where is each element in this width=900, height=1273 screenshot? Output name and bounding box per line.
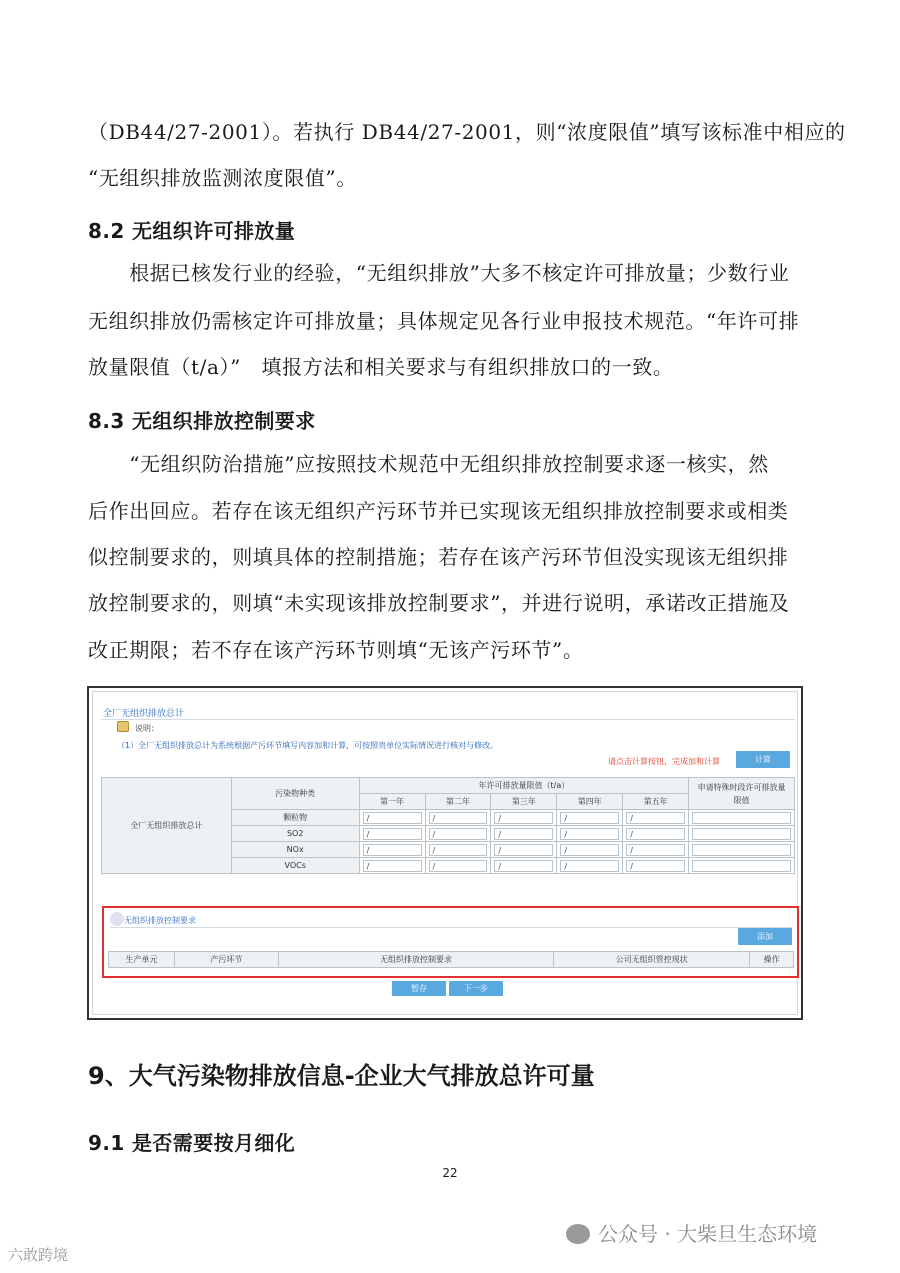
special-period-header: 申请特殊时段许可排放量限值 bbox=[689, 778, 795, 810]
row-header-total: 全厂无组织排放总计 bbox=[102, 778, 232, 874]
calc-hint: 请点击计算按钮，完成加和计算 bbox=[608, 757, 720, 766]
paragraph-line: 后作出回应。若存在该无组织产污环节并已实现该无组织排放控制要求或相类 bbox=[88, 499, 789, 523]
year-header: 第五年 bbox=[623, 794, 689, 810]
section-heading-9: 9、大气污染物排放信息-企业大气排放总许可量 bbox=[88, 1062, 595, 1090]
year-input[interactable]: / bbox=[363, 860, 422, 872]
control-section-title: 无组织排放控制要求 bbox=[124, 916, 196, 925]
annual-limit-header: 年许可排放量限值（t/a） bbox=[359, 778, 689, 794]
title-divider bbox=[101, 719, 795, 720]
paragraph-line: （DB44/27-2001）。若执行 DB44/27-2001，则“浓度限值”填写该标准中相应的 bbox=[88, 120, 846, 144]
paragraph-line: 无组织排放仍需核定许可排放量；具体规定见各行业申报技术规范。“年许可排 bbox=[88, 309, 800, 333]
add-button[interactable]: 添加 bbox=[738, 928, 792, 945]
year-input[interactable]: / bbox=[626, 860, 685, 872]
embedded-form-screenshot bbox=[87, 686, 803, 1020]
column-header: 生产单元 bbox=[109, 952, 175, 968]
paragraph-line: “无组织排放监测浓度限值”。 bbox=[88, 166, 357, 190]
page-number: 22 bbox=[442, 1166, 458, 1180]
paragraph-line: 根据已核发行业的经验，“无组织排放”大多不核定许可排放量；少数行业 bbox=[88, 261, 790, 285]
year-input[interactable]: / bbox=[626, 844, 685, 856]
year-input[interactable]: / bbox=[560, 828, 619, 840]
section-heading-8-3: 8.3 无组织排放控制要求 bbox=[88, 409, 316, 433]
note-text: （1）全厂无组织排放总计为系统根据产污环节填写内容加和计算，可按照贵单位实际情况进行核对与修改。 bbox=[117, 741, 499, 750]
year-header: 第二年 bbox=[425, 794, 491, 810]
wechat-watermark bbox=[566, 1218, 817, 1247]
special-input[interactable] bbox=[692, 828, 791, 840]
paragraph-line: 放控制要求的，则填“未实现该排放控制要求”，并进行说明，承诺改正措施及 bbox=[88, 591, 790, 615]
year-input[interactable]: / bbox=[626, 812, 685, 824]
column-header: 公司无组织管控现状 bbox=[554, 952, 750, 968]
pollutant-label: SO2 bbox=[231, 826, 359, 842]
year-input[interactable]: / bbox=[560, 812, 619, 824]
save-draft-button[interactable]: 暂存 bbox=[392, 981, 446, 996]
year-input[interactable]: / bbox=[363, 812, 422, 824]
year-input[interactable]: / bbox=[429, 844, 488, 856]
column-header: 操作 bbox=[750, 952, 794, 968]
year-input[interactable]: / bbox=[494, 844, 553, 856]
pollutant-label: 颗粒物 bbox=[231, 810, 359, 826]
paragraph-line: 改正期限；若不存在该产污环节则填“无该产污环节”。 bbox=[88, 638, 584, 662]
form-title: 全厂无组织排放总计 bbox=[103, 709, 185, 719]
control-divider bbox=[110, 927, 792, 928]
paragraph-line: “无组织防治措施”应按照技术规范中无组织排放控制要求逐一核实，然 bbox=[88, 452, 769, 476]
year-header: 第三年 bbox=[491, 794, 557, 810]
book-icon bbox=[117, 721, 129, 732]
year-input[interactable]: / bbox=[429, 860, 488, 872]
year-input[interactable]: / bbox=[429, 812, 488, 824]
year-input[interactable]: / bbox=[494, 828, 553, 840]
cursor-highlight-icon bbox=[110, 912, 124, 926]
year-input[interactable]: / bbox=[363, 828, 422, 840]
form-panel bbox=[92, 691, 798, 1015]
emission-total-table bbox=[101, 777, 795, 874]
column-header: 产污环节 bbox=[174, 952, 278, 968]
pollutant-type-header: 污染物种类 bbox=[231, 778, 359, 810]
year-input[interactable]: / bbox=[560, 844, 619, 856]
paragraph-line: 放量限值（t/a）” 填报方法和相关要求与有组织排放口的一致。 bbox=[88, 355, 674, 379]
special-input[interactable] bbox=[692, 860, 791, 872]
year-input[interactable]: / bbox=[626, 828, 685, 840]
control-requirements-highlight bbox=[102, 906, 799, 978]
control-requirements-table bbox=[108, 951, 794, 968]
calculate-button[interactable]: 计算 bbox=[736, 751, 790, 768]
section-heading-8-2: 8.2 无组织许可排放量 bbox=[88, 219, 296, 243]
year-input[interactable]: / bbox=[363, 844, 422, 856]
year-input[interactable]: / bbox=[494, 860, 553, 872]
column-header: 无组织排放控制要求 bbox=[278, 952, 554, 968]
section-heading-9-1: 9.1 是否需要按月细化 bbox=[88, 1131, 296, 1155]
special-input[interactable] bbox=[692, 812, 791, 824]
next-step-button[interactable]: 下一步 bbox=[449, 981, 503, 996]
year-header: 第一年 bbox=[359, 794, 425, 810]
pollutant-label: NOx bbox=[231, 842, 359, 858]
year-input[interactable]: / bbox=[429, 828, 488, 840]
special-input[interactable] bbox=[692, 844, 791, 856]
note-label: 说明： bbox=[135, 724, 159, 733]
year-input[interactable]: / bbox=[560, 860, 619, 872]
paragraph-line: 似控制要求的，则填具体的控制措施；若存在该产污环节但没实现该无组织排 bbox=[88, 545, 789, 569]
year-header: 第四年 bbox=[557, 794, 623, 810]
wechat-icon bbox=[566, 1224, 590, 1244]
pollutant-label: VOCs bbox=[231, 858, 359, 874]
year-input[interactable]: / bbox=[494, 812, 553, 824]
corner-watermark: 六敢跨境 bbox=[8, 1246, 69, 1264]
watermark-text: 公众号 · 大柴旦生态环境 bbox=[598, 1222, 818, 1246]
